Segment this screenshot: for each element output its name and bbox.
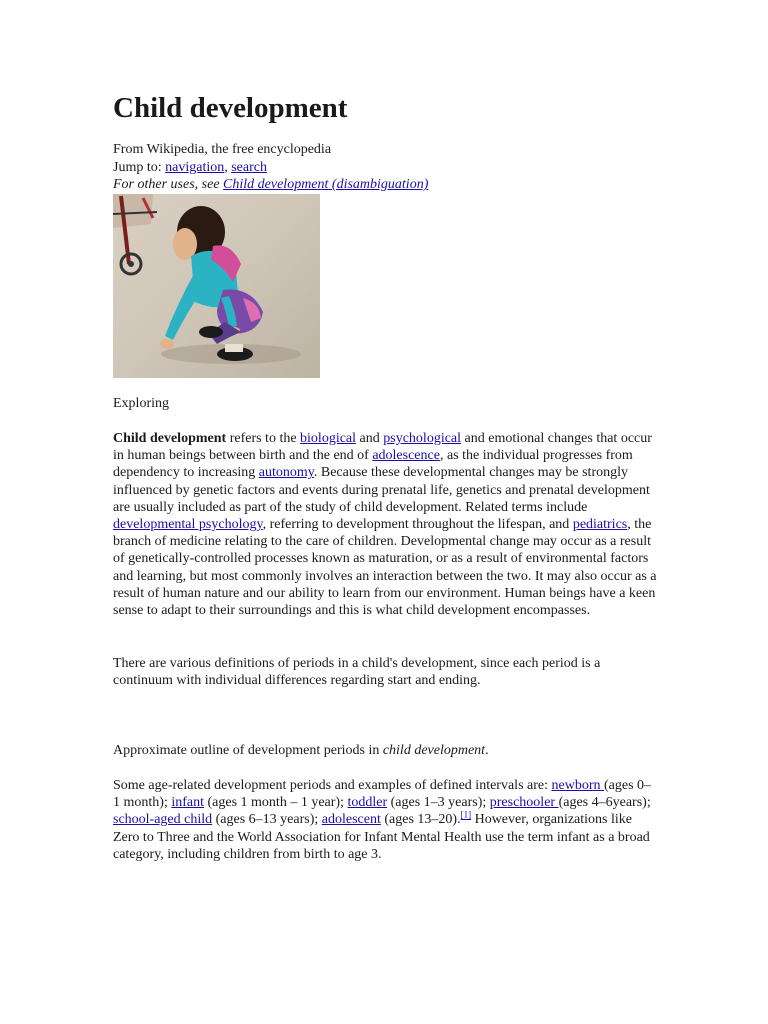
periods-text-2: (ages 0–1 month); bbox=[113, 778, 652, 811]
outline-text: Approximate outline of development periods in bbox=[113, 743, 383, 758]
toddler-link[interactable]: toddler bbox=[347, 795, 388, 811]
intro-paragraph bbox=[113, 430, 658, 619]
page-title: Child development bbox=[113, 92, 348, 124]
periods-text-8: However, organizations like Zero to Three and the World Association for Infant Mental Health use the term infant as a broad category, including children from birth to age 3. bbox=[113, 812, 650, 862]
definitions-paragraph: There are various definitions of periods in a child's development, since each period is a continuum with individual differences regarding start and ending. bbox=[113, 656, 601, 689]
jump-separator: , bbox=[224, 159, 232, 175]
outline-italic: child development bbox=[382, 743, 486, 758]
infant-link[interactable]: infant bbox=[171, 795, 204, 811]
periods-text-4: (ages 1–3 years); bbox=[387, 795, 490, 811]
reference-link[interactable]: [1] bbox=[460, 809, 472, 820]
developmental-psychology-link[interactable]: developmental psychology bbox=[113, 517, 263, 533]
child-exploring-photo[interactable] bbox=[113, 194, 320, 378]
search-link[interactable]: search bbox=[231, 159, 267, 175]
outline-caption bbox=[113, 742, 658, 759]
intro-text-5: . Because these developmental changes may be strongly influenced by genetic factors and events during prenatal life, genetics and prenatal development are usually included as part of the study of child development. Related terms include bbox=[113, 465, 650, 515]
intro-text-4: , as the individual progresses from dependency to increasing bbox=[113, 448, 633, 481]
site-tagline: From Wikipedia, the free encyclopedia bbox=[113, 142, 332, 157]
hatnote-label: For other uses, see bbox=[113, 177, 224, 192]
periods-text-5: (ages 4–6years); bbox=[558, 795, 651, 811]
periods-text-7: (ages 13–20). bbox=[380, 812, 461, 828]
adolescent-link[interactable]: adolescent bbox=[321, 812, 381, 828]
intro-text-6: , referring to development throughout the lifespan, and bbox=[262, 517, 573, 533]
disambiguation-link[interactable]: Child development (disambiguation) bbox=[223, 177, 429, 192]
intro-text-1: refers to the bbox=[226, 431, 301, 446]
intro-text-2: and bbox=[356, 431, 384, 446]
pediatrics-link[interactable]: pediatrics bbox=[572, 517, 628, 533]
bold-term: Child development bbox=[113, 431, 227, 446]
periods-paragraph bbox=[113, 777, 658, 863]
newborn-link[interactable]: newborn bbox=[551, 778, 604, 793]
jump-to-bar bbox=[113, 159, 267, 177]
periods-text-6: (ages 6–13 years); bbox=[212, 812, 322, 828]
image-caption: Exploring bbox=[113, 396, 169, 411]
adolescence-link[interactable]: adolescence bbox=[372, 448, 440, 464]
navigation-link[interactable]: navigation bbox=[165, 159, 225, 175]
biological-link[interactable]: biological bbox=[300, 431, 357, 446]
photo-illustration bbox=[113, 194, 320, 378]
intro-text-7: , the branch of medicine relating to the care of children. Developmental change may occur as a result of genetically-controlled processes known as maturation, or as a result of environmental factors and learning, but most commonly involves an interaction between the two. It may also occur as a result of human nature and our ability to learn from our environment. Human beings have a keen sense to adapt to their surroundings and this is what child development encompasses. bbox=[113, 517, 657, 619]
autonomy-link[interactable]: autonomy bbox=[258, 465, 314, 481]
preschooler-link[interactable]: preschooler bbox=[489, 795, 559, 811]
school-aged-child-link[interactable]: school-aged child bbox=[113, 812, 213, 828]
periods-text-3: (ages 1 month – 1 year); bbox=[204, 795, 348, 811]
jump-to-label: Jump to: bbox=[113, 159, 166, 175]
periods-text-1: Some age-related development periods and examples of defined intervals are: bbox=[113, 778, 552, 793]
hatnote bbox=[113, 176, 428, 194]
outline-suffix: . bbox=[485, 743, 489, 758]
intro-text-3: and emotional changes that occur in human beings between birth and the end of bbox=[113, 431, 652, 464]
psychological-link[interactable]: psychological bbox=[383, 431, 462, 446]
